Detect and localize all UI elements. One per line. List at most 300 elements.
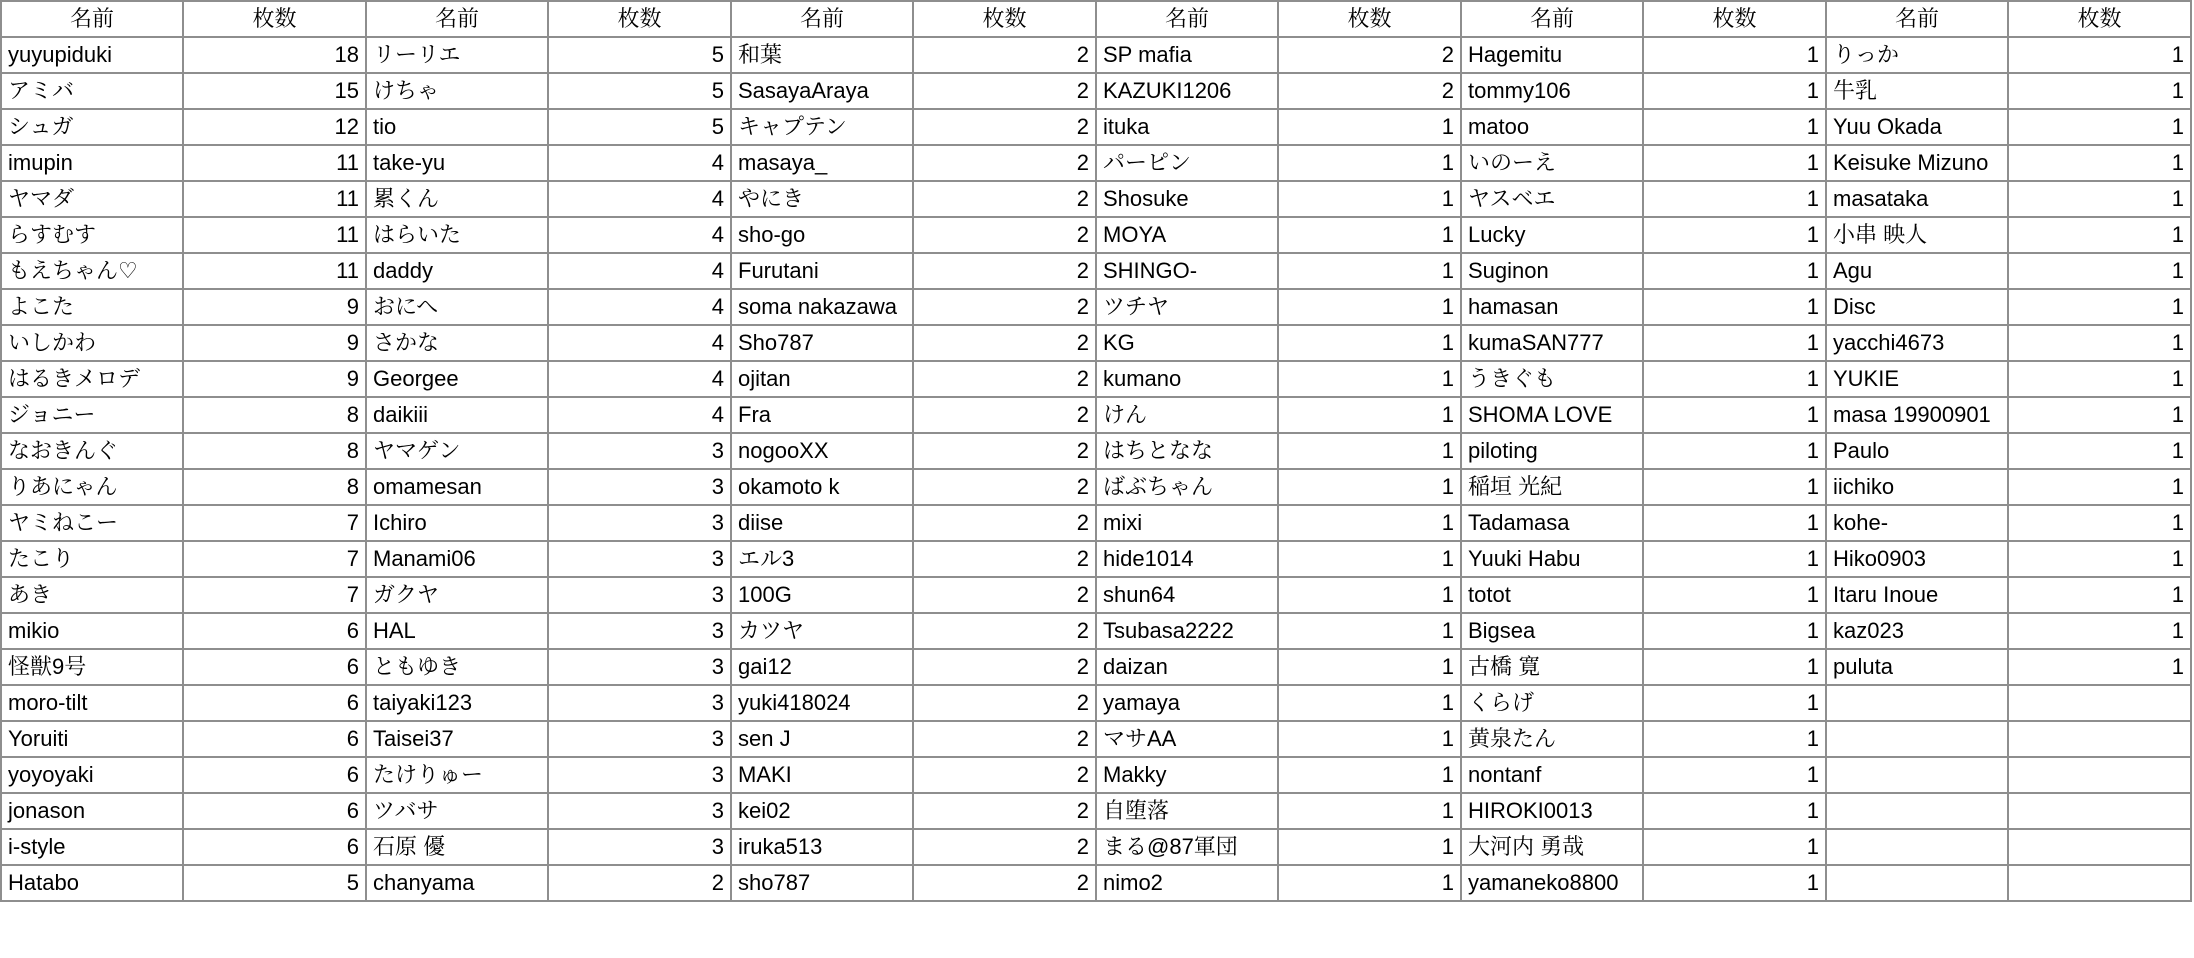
cell-name[interactable]: 小串 映人	[1826, 217, 2008, 253]
cell-name[interactable]: おにへ	[366, 289, 548, 325]
cell-count[interactable]: 1	[2008, 505, 2191, 541]
cell-name[interactable]	[1826, 757, 2008, 793]
cell-name[interactable]: 黄泉たん	[1461, 721, 1643, 757]
cell-count[interactable]: 8	[183, 469, 366, 505]
cell-count[interactable]	[2008, 793, 2191, 829]
cell-name[interactable]: 稲垣 光紀	[1461, 469, 1643, 505]
cell-count[interactable]: 2	[913, 73, 1096, 109]
cell-count[interactable]: 1	[2008, 613, 2191, 649]
cell-name[interactable]: 和葉	[731, 37, 913, 73]
cell-name[interactable]: くらげ	[1461, 685, 1643, 721]
cell-name[interactable]: 石原 優	[366, 829, 548, 865]
cell-name[interactable]: いしかわ	[1, 325, 183, 361]
cell-name[interactable]: chanyama	[366, 865, 548, 901]
cell-count[interactable]: 1	[2008, 541, 2191, 577]
cell-name[interactable]: シュガ	[1, 109, 183, 145]
cell-count[interactable]: 7	[183, 577, 366, 613]
cell-count[interactable]: 1	[1643, 757, 1826, 793]
cell-name[interactable]: imupin	[1, 145, 183, 181]
cell-count[interactable]: 2	[913, 433, 1096, 469]
cell-count[interactable]: 7	[183, 505, 366, 541]
cell-name[interactable]: もえちゃん♡	[1, 253, 183, 289]
cell-name[interactable]: いのーえ	[1461, 145, 1643, 181]
cell-count[interactable]: 2	[913, 325, 1096, 361]
cell-count[interactable]: 1	[1278, 181, 1461, 217]
cell-count[interactable]: 3	[548, 757, 731, 793]
cell-count[interactable]: 5	[548, 37, 731, 73]
column-header-count[interactable]: 枚数	[1643, 1, 1826, 37]
cell-count[interactable]: 6	[183, 721, 366, 757]
cell-count[interactable]: 1	[1643, 505, 1826, 541]
cell-count[interactable]: 11	[183, 145, 366, 181]
cell-count[interactable]: 1	[2008, 361, 2191, 397]
cell-name[interactable]: ツチヤ	[1096, 289, 1278, 325]
cell-name[interactable]: らすむす	[1, 217, 183, 253]
cell-name[interactable]: Ichiro	[366, 505, 548, 541]
cell-name[interactable]: Itaru Inoue	[1826, 577, 2008, 613]
cell-count[interactable]: 2	[913, 181, 1096, 217]
cell-count[interactable]: 9	[183, 289, 366, 325]
cell-count[interactable]: 2	[913, 865, 1096, 901]
cell-name[interactable]: Manami06	[366, 541, 548, 577]
cell-name[interactable]: Hagemitu	[1461, 37, 1643, 73]
cell-count[interactable]: 2	[1278, 73, 1461, 109]
cell-name[interactable]: daikiii	[366, 397, 548, 433]
cell-count[interactable]: 1	[1278, 289, 1461, 325]
cell-count[interactable]: 1	[1278, 253, 1461, 289]
cell-count[interactable]: 5	[183, 865, 366, 901]
cell-count[interactable]	[2008, 829, 2191, 865]
cell-count[interactable]: 12	[183, 109, 366, 145]
cell-name[interactable]: まる@87軍団	[1096, 829, 1278, 865]
cell-name[interactable]: ともゆき	[366, 649, 548, 685]
cell-name[interactable]: kumano	[1096, 361, 1278, 397]
cell-count[interactable]: 4	[548, 253, 731, 289]
cell-name[interactable]: gai12	[731, 649, 913, 685]
cell-count[interactable]: 1	[1278, 469, 1461, 505]
cell-count[interactable]: 6	[183, 829, 366, 865]
cell-count[interactable]: 2	[913, 613, 1096, 649]
cell-name[interactable]: Yuu Okada	[1826, 109, 2008, 145]
cell-name[interactable]: アミバ	[1, 73, 183, 109]
cell-count[interactable]: 1	[1278, 721, 1461, 757]
column-header-count[interactable]: 枚数	[913, 1, 1096, 37]
cell-name[interactable]: ituka	[1096, 109, 1278, 145]
cell-name[interactable]: jonason	[1, 793, 183, 829]
cell-name[interactable]: 自堕落	[1096, 793, 1278, 829]
cell-count[interactable]	[2008, 721, 2191, 757]
cell-count[interactable]: 1	[1643, 397, 1826, 433]
cell-count[interactable]: 4	[548, 397, 731, 433]
cell-name[interactable]: sen J	[731, 721, 913, 757]
cell-name[interactable]: Disc	[1826, 289, 2008, 325]
cell-name[interactable]: ヤミねこー	[1, 505, 183, 541]
cell-name[interactable]: mikio	[1, 613, 183, 649]
cell-name[interactable]: taiyaki123	[366, 685, 548, 721]
cell-count[interactable]: 2	[913, 109, 1096, 145]
cell-name[interactable]: omamesan	[366, 469, 548, 505]
cell-count[interactable]: 1	[1643, 289, 1826, 325]
cell-count[interactable]: 18	[183, 37, 366, 73]
cell-count[interactable]: 1	[2008, 469, 2191, 505]
cell-count[interactable]: 1	[2008, 253, 2191, 289]
cell-name[interactable]: Yoruiti	[1, 721, 183, 757]
cell-count[interactable]: 8	[183, 397, 366, 433]
cell-count[interactable]: 2	[913, 289, 1096, 325]
cell-name[interactable]: やにき	[731, 181, 913, 217]
cell-name[interactable]: mixi	[1096, 505, 1278, 541]
cell-name[interactable]: Keisuke Mizuno	[1826, 145, 2008, 181]
cell-count[interactable]: 1	[1643, 109, 1826, 145]
cell-count[interactable]: 1	[2008, 217, 2191, 253]
cell-name[interactable]: Paulo	[1826, 433, 2008, 469]
cell-name[interactable]: iichiko	[1826, 469, 2008, 505]
cell-name[interactable]: iruka513	[731, 829, 913, 865]
cell-count[interactable]: 1	[1278, 433, 1461, 469]
cell-name[interactable]: 怪獣9号	[1, 649, 183, 685]
cell-name[interactable]: あき	[1, 577, 183, 613]
cell-count[interactable]	[2008, 865, 2191, 901]
cell-count[interactable]: 11	[183, 217, 366, 253]
cell-count[interactable]: 1	[1643, 793, 1826, 829]
cell-name[interactable]	[1826, 685, 2008, 721]
cell-name[interactable]: りっか	[1826, 37, 2008, 73]
cell-count[interactable]: 4	[548, 361, 731, 397]
cell-name[interactable]: i-style	[1, 829, 183, 865]
cell-count[interactable]: 3	[548, 577, 731, 613]
cell-name[interactable]: Yuuki Habu	[1461, 541, 1643, 577]
cell-name[interactable]: ツバサ	[366, 793, 548, 829]
cell-name[interactable]: カツヤ	[731, 613, 913, 649]
cell-name[interactable]	[1826, 793, 2008, 829]
cell-count[interactable]: 1	[1643, 37, 1826, 73]
cell-count[interactable]: 1	[1278, 865, 1461, 901]
column-header-name[interactable]: 名前	[366, 1, 548, 37]
cell-count[interactable]: 6	[183, 685, 366, 721]
cell-name[interactable]: りあにゃん	[1, 469, 183, 505]
cell-name[interactable]: キャプテン	[731, 109, 913, 145]
cell-name[interactable]: kaz023	[1826, 613, 2008, 649]
cell-count[interactable]: 2	[548, 865, 731, 901]
cell-count[interactable]: 1	[1643, 721, 1826, 757]
cell-count[interactable]: 1	[1643, 145, 1826, 181]
cell-name[interactable]	[1826, 865, 2008, 901]
cell-name[interactable]: 牛乳	[1826, 73, 2008, 109]
cell-name[interactable]: MOYA	[1096, 217, 1278, 253]
cell-name[interactable]: tio	[366, 109, 548, 145]
cell-count[interactable]: 3	[548, 433, 731, 469]
cell-count[interactable]: 2	[913, 37, 1096, 73]
cell-name[interactable]: MAKI	[731, 757, 913, 793]
cell-count[interactable]: 1	[2008, 37, 2191, 73]
cell-count[interactable]: 2	[1278, 37, 1461, 73]
cell-name[interactable]: ヤマゲン	[366, 433, 548, 469]
cell-count[interactable]: 1	[1278, 397, 1461, 433]
cell-count[interactable]: 3	[548, 721, 731, 757]
cell-count[interactable]: 2	[913, 397, 1096, 433]
cell-count[interactable]: 1	[1643, 73, 1826, 109]
cell-name[interactable]: take-yu	[366, 145, 548, 181]
cell-name[interactable]: Bigsea	[1461, 613, 1643, 649]
cell-count[interactable]: 3	[548, 793, 731, 829]
cell-name[interactable]: nontanf	[1461, 757, 1643, 793]
cell-name[interactable]: tommy106	[1461, 73, 1643, 109]
cell-name[interactable]: yuyupiduki	[1, 37, 183, 73]
cell-name[interactable]: shun64	[1096, 577, 1278, 613]
cell-name[interactable]: SHOMA LOVE	[1461, 397, 1643, 433]
cell-count[interactable]: 2	[913, 505, 1096, 541]
cell-count[interactable]: 1	[2008, 109, 2191, 145]
cell-name[interactable]: daddy	[366, 253, 548, 289]
cell-name[interactable]: ヤマダ	[1, 181, 183, 217]
cell-count[interactable]: 6	[183, 757, 366, 793]
cell-name[interactable]: KG	[1096, 325, 1278, 361]
cell-name[interactable]: はるきメロデ	[1, 361, 183, 397]
cell-count[interactable]: 1	[1278, 145, 1461, 181]
cell-count[interactable]: 1	[1643, 829, 1826, 865]
cell-name[interactable]: ojitan	[731, 361, 913, 397]
cell-count[interactable]: 1	[1278, 109, 1461, 145]
cell-name[interactable]: よこた	[1, 289, 183, 325]
cell-count[interactable]: 6	[183, 613, 366, 649]
cell-name[interactable]: Tadamasa	[1461, 505, 1643, 541]
cell-name[interactable]: okamoto k	[731, 469, 913, 505]
cell-count[interactable]: 2	[913, 757, 1096, 793]
cell-count[interactable]: 2	[913, 361, 1096, 397]
cell-count[interactable]: 3	[548, 829, 731, 865]
cell-count[interactable]: 1	[1278, 541, 1461, 577]
cell-count[interactable]: 6	[183, 793, 366, 829]
cell-name[interactable]: たけりゅー	[366, 757, 548, 793]
cell-name[interactable]: Taisei37	[366, 721, 548, 757]
column-header-count[interactable]: 枚数	[183, 1, 366, 37]
cell-name[interactable]: puluta	[1826, 649, 2008, 685]
cell-count[interactable]: 1	[1643, 325, 1826, 361]
cell-name[interactable]: nogooXX	[731, 433, 913, 469]
cell-name[interactable]: piloting	[1461, 433, 1643, 469]
cell-count[interactable]: 2	[913, 253, 1096, 289]
cell-count[interactable]: 4	[548, 145, 731, 181]
cell-name[interactable]: nimo2	[1096, 865, 1278, 901]
cell-count[interactable]: 1	[1278, 577, 1461, 613]
cell-name[interactable]: diise	[731, 505, 913, 541]
column-header-name[interactable]: 名前	[731, 1, 913, 37]
cell-name[interactable]: yamaya	[1096, 685, 1278, 721]
cell-name[interactable]: kei02	[731, 793, 913, 829]
cell-count[interactable]: 2	[913, 829, 1096, 865]
cell-name[interactable]: Sho787	[731, 325, 913, 361]
cell-name[interactable]: Fra	[731, 397, 913, 433]
column-header-name[interactable]: 名前	[1826, 1, 2008, 37]
cell-count[interactable]: 2	[913, 721, 1096, 757]
cell-name[interactable]: ジョニー	[1, 397, 183, 433]
cell-count[interactable]: 3	[548, 469, 731, 505]
cell-count[interactable]: 2	[913, 793, 1096, 829]
cell-count[interactable]: 2	[913, 145, 1096, 181]
cell-name[interactable]: うきぐも	[1461, 361, 1643, 397]
cell-count[interactable]: 1	[1278, 829, 1461, 865]
column-header-name[interactable]: 名前	[1, 1, 183, 37]
cell-count[interactable]: 1	[1278, 649, 1461, 685]
cell-count[interactable]: 5	[548, 73, 731, 109]
cell-name[interactable]: SHINGO-	[1096, 253, 1278, 289]
cell-name[interactable]: masataka	[1826, 181, 2008, 217]
cell-count[interactable]: 1	[1278, 505, 1461, 541]
cell-name[interactable]: Shosuke	[1096, 181, 1278, 217]
cell-count[interactable]: 1	[1643, 685, 1826, 721]
cell-name[interactable]: SasayaAraya	[731, 73, 913, 109]
cell-name[interactable]: 累くん	[366, 181, 548, 217]
cell-name[interactable]: ガクヤ	[366, 577, 548, 613]
cell-name[interactable]: Furutani	[731, 253, 913, 289]
cell-count[interactable]: 2	[913, 469, 1096, 505]
cell-count[interactable]: 1	[2008, 289, 2191, 325]
cell-name[interactable]: masa 19900901	[1826, 397, 2008, 433]
cell-name[interactable]: KAZUKI1206	[1096, 73, 1278, 109]
cell-name[interactable]: はらいた	[366, 217, 548, 253]
cell-name[interactable]: sho-go	[731, 217, 913, 253]
cell-name[interactable]: yacchi4673	[1826, 325, 2008, 361]
cell-name[interactable]: けん	[1096, 397, 1278, 433]
cell-count[interactable]: 4	[548, 325, 731, 361]
cell-count[interactable]: 2	[913, 649, 1096, 685]
cell-name[interactable]: totot	[1461, 577, 1643, 613]
cell-count[interactable]: 1	[1643, 649, 1826, 685]
cell-name[interactable]: Hiko0903	[1826, 541, 2008, 577]
cell-count[interactable]: 7	[183, 541, 366, 577]
cell-name[interactable]: kohe-	[1826, 505, 2008, 541]
cell-name[interactable]: hamasan	[1461, 289, 1643, 325]
cell-count[interactable]: 1	[2008, 73, 2191, 109]
cell-count[interactable]: 11	[183, 253, 366, 289]
cell-count[interactable]: 8	[183, 433, 366, 469]
cell-name[interactable]: エル3	[731, 541, 913, 577]
cell-name[interactable]: yoyoyaki	[1, 757, 183, 793]
cell-count[interactable]: 4	[548, 289, 731, 325]
column-header-name[interactable]: 名前	[1461, 1, 1643, 37]
cell-name[interactable]: daizan	[1096, 649, 1278, 685]
cell-count[interactable]: 3	[548, 541, 731, 577]
cell-count[interactable]: 2	[913, 577, 1096, 613]
cell-count[interactable]: 9	[183, 361, 366, 397]
cell-name[interactable]: sho787	[731, 865, 913, 901]
cell-count[interactable]: 1	[1643, 613, 1826, 649]
cell-name[interactable]: なおきんぐ	[1, 433, 183, 469]
cell-count[interactable]: 15	[183, 73, 366, 109]
cell-count[interactable]: 4	[548, 217, 731, 253]
cell-count[interactable]: 1	[1643, 253, 1826, 289]
column-header-count[interactable]: 枚数	[548, 1, 731, 37]
cell-count[interactable]: 1	[1643, 577, 1826, 613]
cell-count[interactable]: 1	[2008, 397, 2191, 433]
cell-name[interactable]: Agu	[1826, 253, 2008, 289]
cell-name[interactable]: soma nakazawa	[731, 289, 913, 325]
cell-count[interactable]: 1	[1278, 217, 1461, 253]
cell-name[interactable]: HAL	[366, 613, 548, 649]
cell-name[interactable]: YUKIE	[1826, 361, 2008, 397]
cell-count[interactable]: 1	[1643, 361, 1826, 397]
cell-name[interactable]: Georgee	[366, 361, 548, 397]
cell-count[interactable]: 2	[913, 541, 1096, 577]
cell-count[interactable]: 4	[548, 181, 731, 217]
cell-count[interactable]	[2008, 757, 2191, 793]
cell-count[interactable]: 9	[183, 325, 366, 361]
cell-name[interactable]: yamaneko8800	[1461, 865, 1643, 901]
cell-count[interactable]: 1	[1278, 361, 1461, 397]
cell-count[interactable]: 1	[2008, 325, 2191, 361]
cell-count[interactable]: 1	[1643, 541, 1826, 577]
cell-name[interactable]	[1826, 829, 2008, 865]
cell-name[interactable]: リーリエ	[366, 37, 548, 73]
cell-count[interactable]: 1	[1278, 325, 1461, 361]
cell-count[interactable]: 1	[1278, 793, 1461, 829]
cell-name[interactable]: masaya_	[731, 145, 913, 181]
cell-count[interactable]: 11	[183, 181, 366, 217]
cell-count[interactable]: 1	[1643, 217, 1826, 253]
cell-count[interactable]: 1	[1278, 757, 1461, 793]
cell-count[interactable]: 3	[548, 649, 731, 685]
cell-count[interactable]: 6	[183, 649, 366, 685]
cell-count[interactable]: 1	[2008, 181, 2191, 217]
cell-count[interactable]: 2	[913, 685, 1096, 721]
cell-name[interactable]: Lucky	[1461, 217, 1643, 253]
cell-name[interactable]: ヤスベエ	[1461, 181, 1643, 217]
cell-name[interactable]: Tsubasa2222	[1096, 613, 1278, 649]
cell-name[interactable]: 古橋 寛	[1461, 649, 1643, 685]
cell-count[interactable]: 3	[548, 685, 731, 721]
cell-count[interactable]: 1	[1278, 613, 1461, 649]
cell-name[interactable]: けちゃ	[366, 73, 548, 109]
cell-count[interactable]	[2008, 685, 2191, 721]
cell-name[interactable]: さかな	[366, 325, 548, 361]
cell-name[interactable]: moro-tilt	[1, 685, 183, 721]
cell-name[interactable]: 100G	[731, 577, 913, 613]
cell-count[interactable]: 2	[913, 217, 1096, 253]
cell-count[interactable]: 1	[2008, 577, 2191, 613]
cell-name[interactable]: パーピン	[1096, 145, 1278, 181]
cell-name[interactable]: ばぶちゃん	[1096, 469, 1278, 505]
cell-name[interactable]: Hatabo	[1, 865, 183, 901]
cell-count[interactable]: 1	[1643, 865, 1826, 901]
cell-count[interactable]: 3	[548, 613, 731, 649]
column-header-name[interactable]: 名前	[1096, 1, 1278, 37]
cell-name[interactable]: SP mafia	[1096, 37, 1278, 73]
cell-name[interactable]: たこり	[1, 541, 183, 577]
cell-count[interactable]: 1	[2008, 145, 2191, 181]
cell-name[interactable]: hide1014	[1096, 541, 1278, 577]
column-header-count[interactable]: 枚数	[1278, 1, 1461, 37]
cell-count[interactable]: 1	[2008, 649, 2191, 685]
cell-name[interactable]: はちとなな	[1096, 433, 1278, 469]
cell-name[interactable]	[1826, 721, 2008, 757]
cell-count[interactable]: 5	[548, 109, 731, 145]
cell-count[interactable]: 1	[1643, 469, 1826, 505]
cell-name[interactable]: matoo	[1461, 109, 1643, 145]
cell-name[interactable]: Suginon	[1461, 253, 1643, 289]
cell-name[interactable]: kumaSAN777	[1461, 325, 1643, 361]
cell-name[interactable]: 大河内 勇哉	[1461, 829, 1643, 865]
cell-count[interactable]: 1	[1643, 433, 1826, 469]
cell-count[interactable]: 3	[548, 505, 731, 541]
cell-name[interactable]: yuki418024	[731, 685, 913, 721]
cell-name[interactable]: HIROKI0013	[1461, 793, 1643, 829]
cell-name[interactable]: マサAA	[1096, 721, 1278, 757]
cell-count[interactable]: 1	[1643, 181, 1826, 217]
cell-count[interactable]: 1	[2008, 433, 2191, 469]
cell-name[interactable]: Makky	[1096, 757, 1278, 793]
column-header-count[interactable]: 枚数	[2008, 1, 2191, 37]
cell-count[interactable]: 1	[1278, 685, 1461, 721]
